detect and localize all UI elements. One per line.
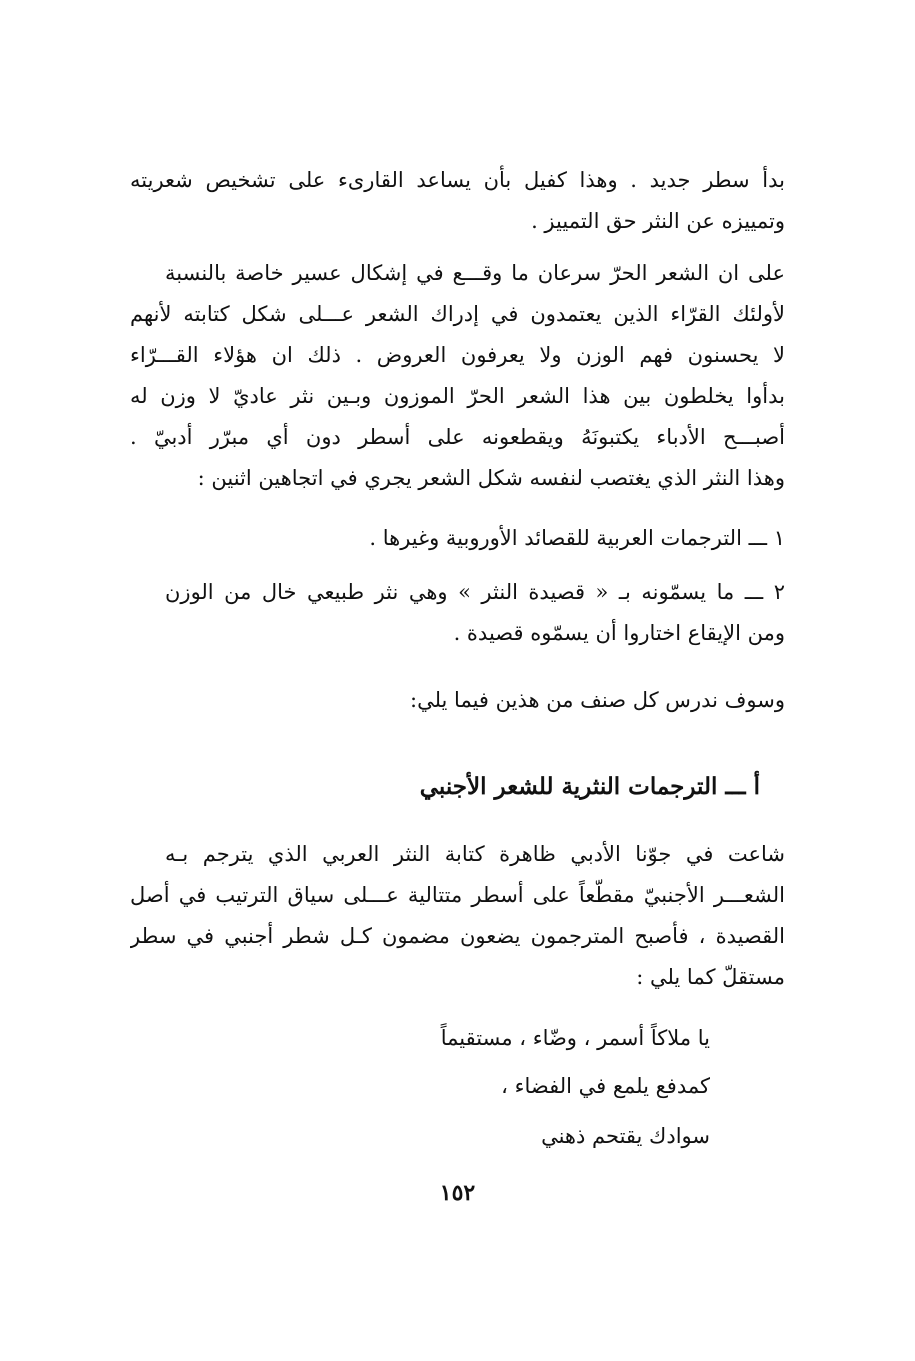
text-line: وتمييزه عن النثر حق التمييز . <box>531 209 785 233</box>
section-heading: أ ـــ الترجمات النثرية للشعر الأجنبي <box>419 773 760 800</box>
list-item-continuation: ومن الإيقاع اختاروا أن يسمّوه قصيدة . <box>453 621 785 645</box>
text-line: القصيدة ، فأصبح المترجمون يضعون مضمون كـل شطر أجنبي في سطر <box>130 924 785 948</box>
text-line: مستقلّ كما يلي : <box>636 965 785 989</box>
text-line: وسوف ندرس كل صنف من هذين فيما يلي: <box>410 688 785 712</box>
poem-line: سوادك يقتحم ذهني <box>541 1124 710 1148</box>
text-line: وهذا النثر الذي يغتصب لنفسه شكل الشعر يجري في اتجاهين اثنين : <box>197 466 785 490</box>
text-line: على ان الشعر الحرّ سرعان ما وقـــع في إشكال عسير خاصة بالنسبة <box>165 261 785 285</box>
text-line: بدأوا يخلطون بين هذا الشعر الحرّ الموزون وبـين نثر عاديّ لا وزن له <box>130 384 785 408</box>
poem-line: كمدفع يلمع في الفضاء ، <box>501 1074 710 1098</box>
poem-line: يا ملاكاً أسمر ، وضّاء ، مستقيماً <box>440 1026 710 1050</box>
text-line: الشعـــر الأجنبيّ مقطّعاً على أسطر متتالية عـــلى سياق الترتيب في أصل <box>130 883 785 907</box>
text-line: بدأ سطر جديد . وهذا كفيل بأن يساعد القارىء على تشخيص شعريته <box>130 168 785 192</box>
text-line: شاعت في جوّنا الأدبي ظاهرة كتابة النثر العربي الذي يترجم بـه <box>165 842 785 866</box>
text-line: لأولئك القرّاء الذين يعتمدون في إدراك الشعر عـــلى شكل كتابته لأنهم <box>130 302 785 326</box>
text-line: لا يحسنون فهم الوزن ولا يعرفون العروض . ذلك ان هؤلاء القـــرّاء <box>130 343 785 367</box>
list-item: ١ ـــ الترجمات العربية للقصائد الأوروبية وغيرها . <box>369 526 785 550</box>
list-item: ٢ ـــ ما يسمّونه بـ « قصيدة النثر » وهي نثر طبيعي خال من الوزن <box>165 580 785 604</box>
page-number: ١٥٢ <box>439 1180 476 1206</box>
text-line: أصبـــح الأدباء يكتبونَهُ ويقطعونه على أسطر دون أي مبرّر أدبيّ . <box>130 425 785 449</box>
